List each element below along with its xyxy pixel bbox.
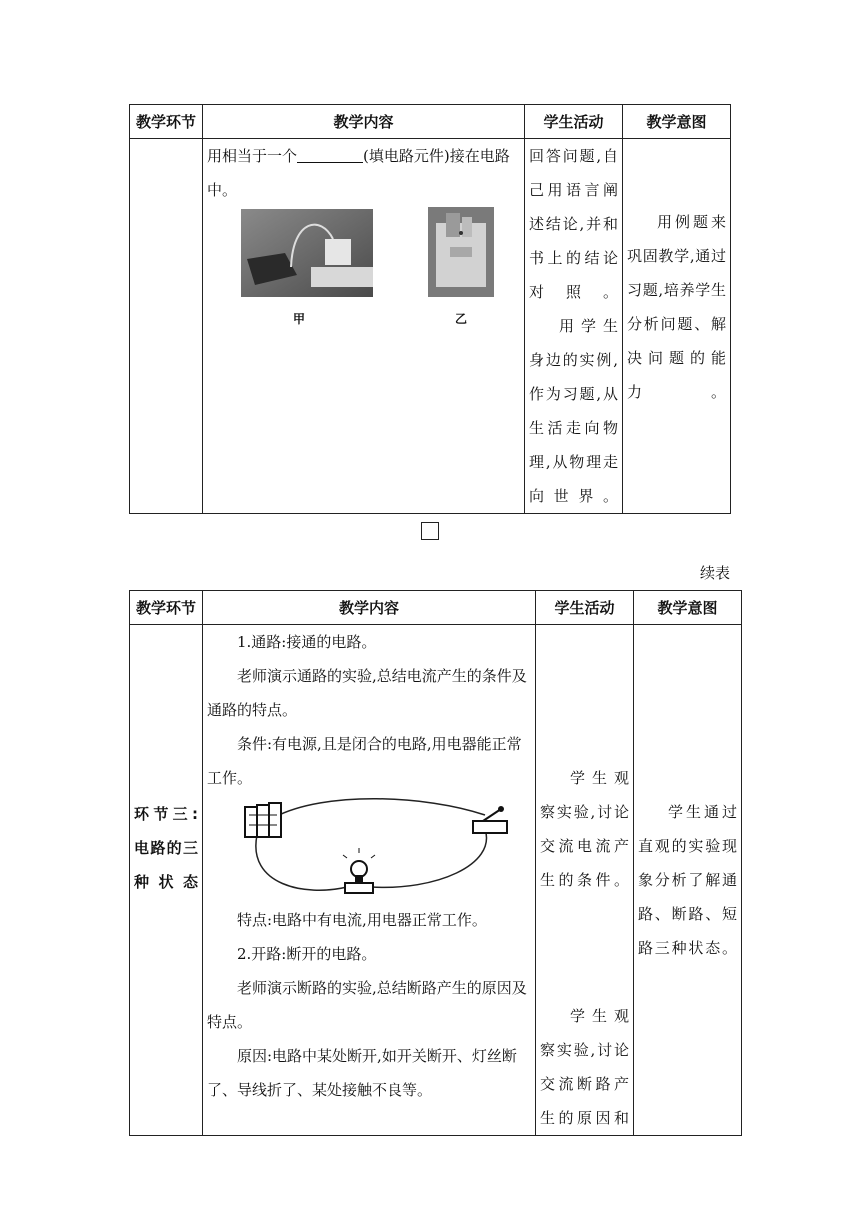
activity-cell bbox=[525, 139, 623, 514]
content-cause: 原因:电路中某处断开,如开关断开、灯丝断了、导线折了、某处接触不良等。 bbox=[207, 1047, 517, 1099]
activity-cell bbox=[536, 625, 634, 1136]
header-activity: 学生活动 bbox=[536, 591, 634, 625]
continued-label: 续表 bbox=[699, 564, 730, 582]
photo-group bbox=[203, 207, 524, 326]
lesson-table-1 bbox=[129, 104, 731, 514]
activity-para-2: 用学生身边的实例,作为习题,从生活走向物理,从物理走向世界。 bbox=[529, 317, 618, 505]
intent-text: 学生通过直观的实验现象分析了解通路、断路、短路三种状态。 bbox=[638, 803, 737, 957]
header-stage: 教学环节 bbox=[130, 591, 203, 625]
header-intent: 教学意图 bbox=[634, 591, 742, 625]
activity-para-1: 学生观察实验,讨论交流电流产生的条件。 bbox=[540, 769, 629, 889]
content-path: 1.通路:接通的电路。 bbox=[237, 633, 377, 651]
content-condition: 条件:有电源,且是闭合的电路,用电器能正常工作。 bbox=[207, 735, 522, 787]
content-demo: 老师演示通路的实验,总结电流产生的条件及通路的特点。 bbox=[207, 667, 527, 719]
photo-label-yi: 乙 bbox=[455, 312, 468, 326]
intent-cell bbox=[634, 625, 742, 1136]
bulb-icon bbox=[343, 848, 375, 893]
activity-para-2: 学生观察实验,讨论交流断路产生的原因和 bbox=[540, 1007, 629, 1127]
question-text bbox=[203, 139, 524, 207]
content-cell bbox=[203, 139, 525, 514]
header-activity: 学生活动 bbox=[525, 105, 623, 139]
switch-icon bbox=[473, 806, 507, 833]
circuit-diagram bbox=[235, 795, 535, 903]
intent-text: 用例题来巩固教学,通过习题,培养学生分析问题、解决问题的能力。 bbox=[627, 213, 726, 401]
content-open-demo: 老师演示断路的实验,总结断路产生的原因及特点。 bbox=[207, 979, 527, 1031]
question-part2: (填电路元件)接在电路中。 bbox=[207, 147, 510, 199]
lesson-table-2 bbox=[129, 590, 742, 1136]
charger-photo bbox=[241, 209, 373, 297]
header-intent: 教学意图 bbox=[623, 105, 731, 139]
photo-label-jia: 甲 bbox=[293, 312, 306, 326]
intent-cell bbox=[623, 139, 731, 514]
activity-para-1: 回答问题,自己用语言阐述结论,并和书上的结论对照。 bbox=[529, 147, 618, 301]
content-feature: 特点:电路中有电流,用电器正常工作。 bbox=[237, 911, 487, 929]
battery-icon bbox=[245, 803, 281, 837]
card-slot-photo bbox=[428, 207, 494, 297]
question-part1: 用相当于一个 bbox=[207, 147, 298, 165]
header-stage: 教学环节 bbox=[130, 105, 203, 139]
content-cell bbox=[203, 625, 536, 1136]
page-break-square bbox=[421, 522, 439, 540]
header-content: 教学内容 bbox=[203, 105, 525, 139]
stage-text: 环节三:电路的三种状态 bbox=[134, 805, 198, 891]
stage-cell bbox=[130, 625, 203, 1136]
header-content: 教学内容 bbox=[203, 591, 536, 625]
content-open: 2.开路:断开的电路。 bbox=[237, 945, 377, 963]
stage-cell-empty bbox=[130, 139, 203, 514]
answer-blank bbox=[297, 146, 363, 163]
